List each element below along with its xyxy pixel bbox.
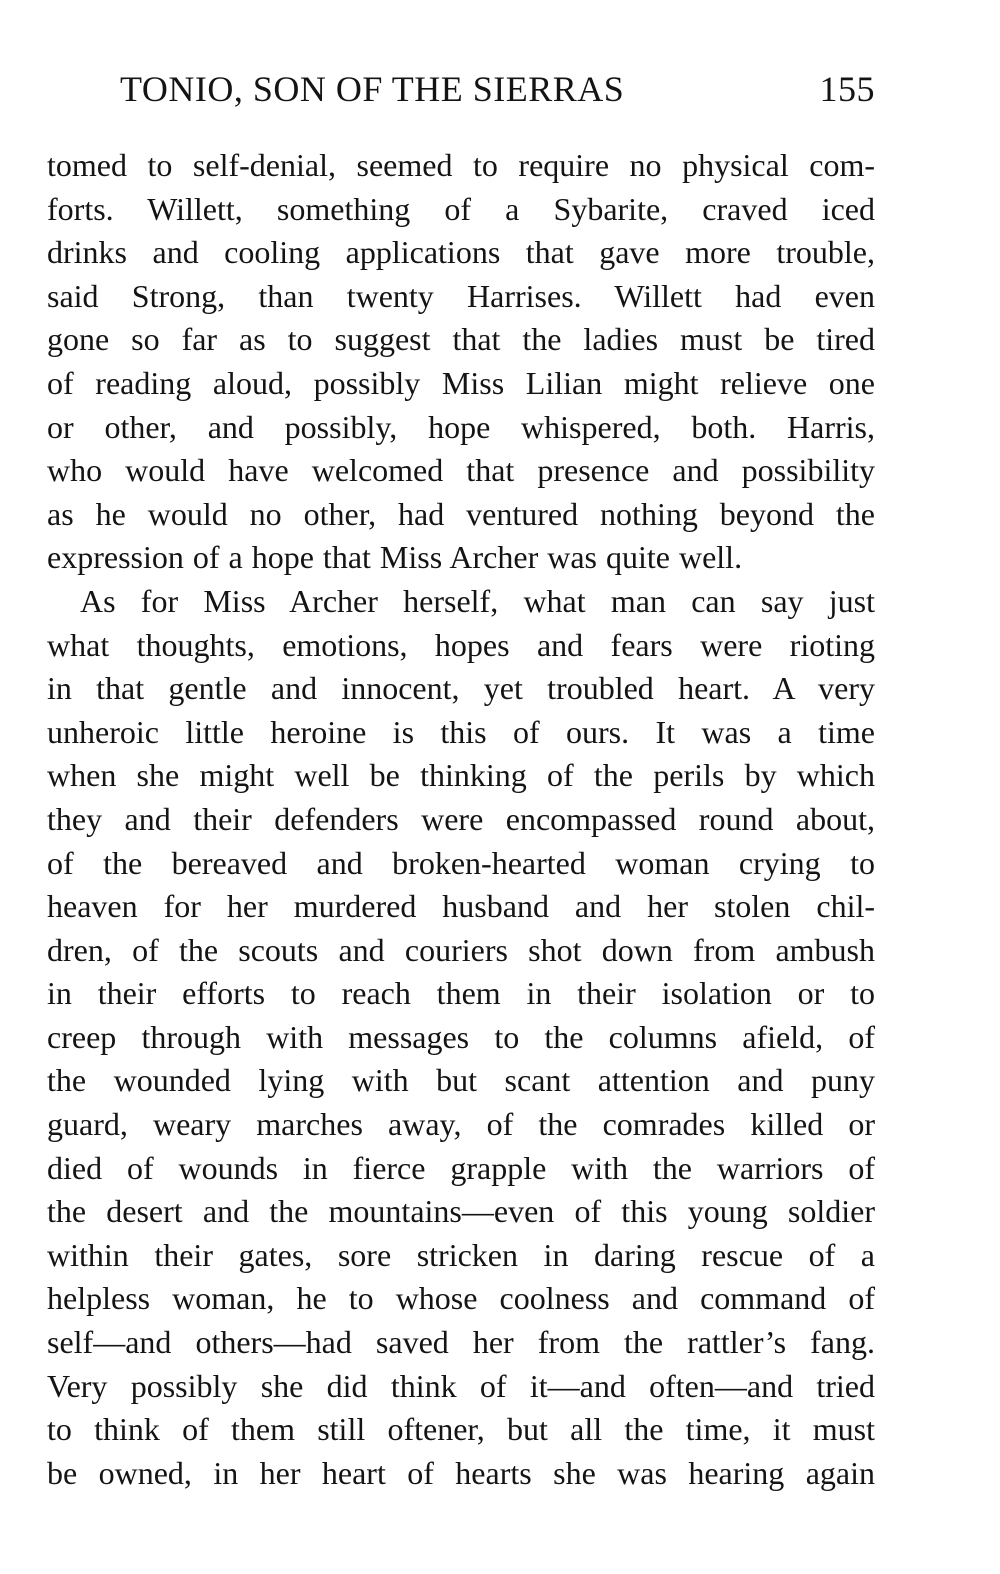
page-number: 155 xyxy=(819,69,875,109)
text-line: helpless woman, he to whose coolness and command of xyxy=(47,1280,875,1317)
text-line: forts. Willett, something of a Sybarite, craved iced xyxy=(47,190,875,227)
text-line: within their gates, sore stricken in daring rescue of a xyxy=(47,1236,875,1273)
text-line: heaven for her murdered husband and her stolen chil- xyxy=(47,888,875,925)
text-line: Very possibly she did think of it—and often—and tried xyxy=(47,1367,875,1404)
text-line: they and their defenders were encompassed round about, xyxy=(47,800,875,837)
text-line: as he would no other, had ventured nothing beyond the xyxy=(47,495,875,532)
text-line: who would have welcomed that presence and possibility xyxy=(47,452,875,489)
text-line: died of wounds in fierce grapple with the warriors of xyxy=(47,1149,875,1186)
text-line: when she might well be thinking of the perils by which xyxy=(47,757,875,794)
text-line: said Strong, than twenty Harrises. Willett had even xyxy=(47,277,875,314)
text-line: or other, and possibly, hope whispered, both. Harris, xyxy=(47,408,875,445)
text-line: be owned, in her heart of hearts she was hearing again xyxy=(47,1454,875,1491)
text-line: creep through with messages to the columns afield, of xyxy=(47,1018,875,1055)
text-line: the desert and the mountains—even of this young soldier xyxy=(47,1193,875,1230)
text-line: of reading aloud, possibly Miss Lilian might relieve one xyxy=(47,364,875,401)
text-line: unheroic little heroine is this of ours. It was a time xyxy=(47,713,875,750)
text-line: dren, of the scouts and couriers shot down from ambush xyxy=(47,931,875,968)
text-line: the wounded lying with but scant attention and puny xyxy=(47,1062,875,1099)
text-line: self—and others—had saved her from the rattler’s fang. xyxy=(47,1324,875,1361)
book-page xyxy=(47,62,875,1495)
text-line: guard, weary marches away, of the comrades killed or xyxy=(47,1106,875,1143)
text-line: of the bereaved and broken-hearted woman crying to xyxy=(47,844,875,881)
paragraph-2 xyxy=(47,580,875,1495)
text-line: in their efforts to reach them in their isolation or to xyxy=(47,975,875,1012)
text-line: in that gentle and innocent, yet troubled heart. A very xyxy=(47,670,875,707)
text-line: drinks and cooling applications that gave more trouble, xyxy=(47,234,875,271)
paragraph-1 xyxy=(47,144,875,580)
running-head xyxy=(47,62,875,118)
text-line: to think of them still oftener, but all the time, it must xyxy=(47,1411,875,1448)
text-line: As for Miss Archer herself, what man can say just xyxy=(80,582,875,619)
text-line: expression of a hope that Miss Archer was quite well. xyxy=(47,539,743,576)
text-line: tomed to self-denial, seemed to require no physical com- xyxy=(47,147,875,183)
text-line: gone so far as to suggest that the ladies must be tired xyxy=(47,321,875,358)
running-title: TONIO, SON OF THE SIERRAS xyxy=(120,69,625,109)
body-text xyxy=(47,144,875,1495)
text-line: what thoughts, emotions, hopes and fears were rioting xyxy=(47,626,875,663)
